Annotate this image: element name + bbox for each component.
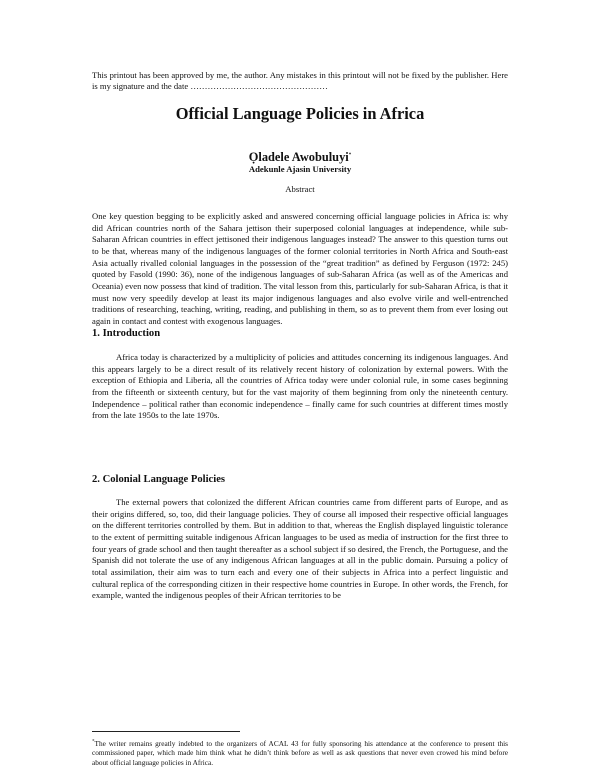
abstract-text: One key question begging to be explicitly asked and answered concerning official language policies in Africa is: why did African countries north of the Sahara jettison their superposed colonial languages at independence, while sub-Saharan African countries in effect jettisoned their indigenous languages instead? The answer to this question turns out to be that, whereas many of the indigenous languages of the former colonial territories in North Africa and South-east Asia actually rivalled colonial languages in the possession of the “great tradition” as defined by Ferguson (1972: 245) quoted by Fasold (1990: 36), none of the indigenous languages of sub-Saharan Africa (as well as of the Americas and Oceania) even now possess that kind of tradition. The vital lesson from this, particularly for sub-Saharan Africa, is that it must now very speedily develop at least its major indigenous languages and also evolve virile and well-entrenched traditions of researching, teaching, writing, reading, and publishing in them, so as to prevent them from ever losing out again in contact and contest with exogenous languages.	[92, 211, 508, 326]
footnote	[92, 739, 508, 767]
footnote-divider	[92, 731, 240, 732]
abstract-label: Abstract	[285, 184, 315, 194]
paper-title: Official Language Policies in Africa	[175, 104, 425, 123]
footnote-text: The writer remains greatly indebted to the organizers of ACAL 43 for fully sponsoring his attendance at the conference to present this commissioned paper, which made him think what he didn’t think before as well as ask questions that never even crowed his mind before about official language policies in Africa.	[92, 739, 508, 767]
author-affiliation: Adekunle Ajasin University	[248, 164, 352, 174]
section-heading-colonial-policies: 2. Colonial Language Policies	[92, 474, 226, 485]
section-heading-introduction: 1. Introduction	[92, 328, 161, 339]
approval-note: This printout has been approved by me, the author. Any mistakes in this printout will not be fixed by the publisher. Here is my signature and the date …………………………………………	[92, 70, 508, 91]
author-name	[92, 150, 508, 165]
author-name-text: Ọladele Awobuluyi	[248, 150, 349, 164]
section-paragraph-introduction: Africa today is characterized by a multiplicity of policies and attitudes concerning its indigenous languages. And this appears largely to be a direct result of its relatively recent history of colonization by external powers. With the exception of Ethiopia and Liberia, all the countries of Africa today were under colonial rule, in some cases beginning from the fifteenth or sixteenth century, but for the vast majority of them beginning from only the nineteenth century. Independence – political rather than economic independence – finally came for such countries at different times mostly from the late 1950s to the late 1970s.	[92, 352, 508, 421]
footnote-marker: *	[92, 739, 95, 745]
footnote-marker-author: *	[348, 152, 352, 158]
section-paragraph-colonial-policies: The external powers that colonized the different African countries came from different parts of Europe, and as their origins differed, so, too, did their language policies. They of course all imposed their respective official languages on the different territories controlled by them. But in addition to that, whereas the English displayed linguistic tolerance to the extent of permitting suitable indigenous African languages to be used as media of instruction for the first three to four years of grade school and then taught thereafter as a school subject if so desired, the French, the Portuguese, and the Spanish did not tolerate the use of any indigenous African languages at all in the public domain. Pursuing a policy of total assimilation, their aim was to turn each and every one of their subjects in Africa into a perfect linguistic and cultural replica of the corresponding citizen in their respective home countries in Europe. In other words, the French, for example, wanted the indigenous peoples of their African territories to be	[92, 497, 508, 601]
